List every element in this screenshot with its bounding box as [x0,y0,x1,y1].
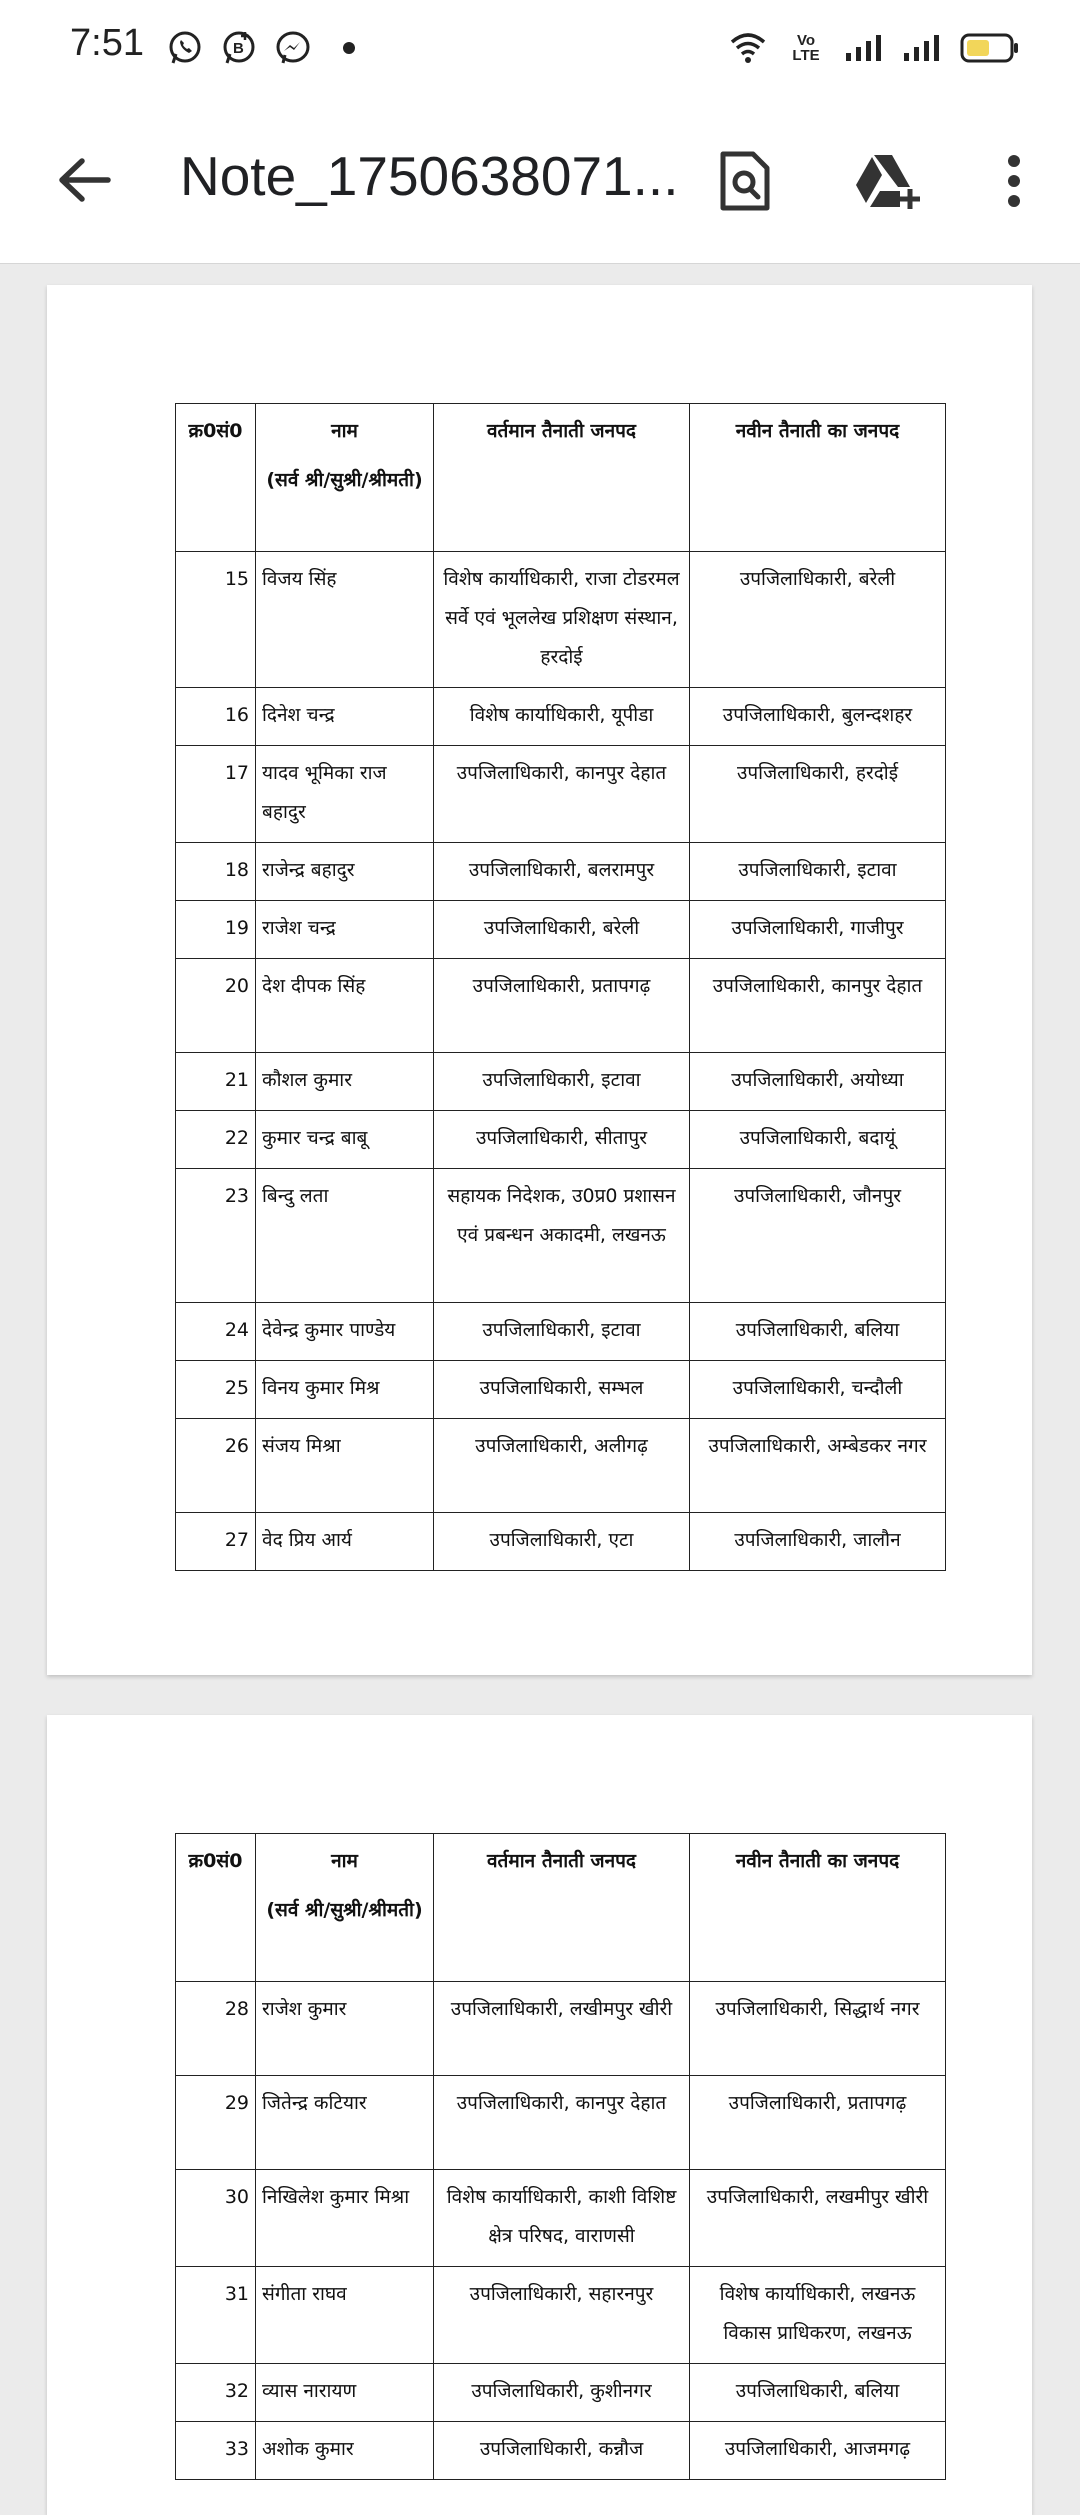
app-bar [0,100,1080,264]
new-posting-cell: उपजिलाधिकारी, आजमगढ़ [690,2422,946,2480]
notification-icons [165,28,355,68]
name-cell: बिन्दु लता [256,1169,434,1303]
current-posting-cell: उपजिलाधिकारी, कुशीनगर [434,2364,690,2422]
name-cell: राजेश चन्द्र [256,901,434,959]
new-posting-cell: उपजिलाधिकारी, चन्दौली [690,1361,946,1419]
document-title: Note_1750638071... [180,145,679,207]
name-cell: निखिलेश कुमार मिश्रा [256,2170,434,2267]
posting-table [175,1833,946,2480]
document-page-1 [47,285,1032,1675]
search-document-icon [719,150,771,212]
current-posting-cell: विशेष कार्याधिकारी, यूपीडा [434,688,690,746]
serial-cell: 24 [176,1303,256,1361]
serial-cell: 17 [176,746,256,843]
current-posting-cell: उपजिलाधिकारी, कन्नौज [434,2422,690,2480]
name-cell: अशोक कुमार [256,2422,434,2480]
name-cell: देवेन्द्र कुमार पाण्डेय [256,1303,434,1361]
table-row [176,843,946,901]
serial-cell: 21 [176,1053,256,1111]
name-cell: विजय सिंह [256,552,434,688]
notification-dot-icon [343,42,355,54]
table-row [176,1513,946,1571]
current-posting-cell: उपजिलाधिकारी, बरेली [434,901,690,959]
table-row [176,1169,946,1303]
status-bar [0,0,1080,100]
signal-1-icon [844,28,884,68]
table-row [176,1982,946,2076]
header-name: नाम (सर्व श्री/सुश्री/श्रीमती) [256,1834,434,1982]
table-row [176,2364,946,2422]
name-cell: यादव भूमिका राज बहादुर [256,746,434,843]
messenger-icon [273,28,313,68]
header-current-posting: वर्तमान तैनाती जनपद [434,1834,690,1982]
posting-table [175,403,946,1571]
header-new-posting: नवीन तैनाती का जनपद [690,404,946,552]
table-header-row [176,404,946,552]
new-posting-cell: उपजिलाधिकारी, इटावा [690,843,946,901]
header-name: नाम (सर्व श्री/सुश्री/श्रीमती) [256,404,434,552]
header-new-posting: नवीन तैनाती का जनपद [690,1834,946,1982]
current-posting-cell: उपजिलाधिकारी, सम्भल [434,1361,690,1419]
serial-cell: 23 [176,1169,256,1303]
table-row [176,552,946,688]
table-row [176,1111,946,1169]
new-posting-cell: उपजिलाधिकारी, लखमीपुर खीरी [690,2170,946,2267]
table-row [176,1053,946,1111]
table-row [176,1361,946,1419]
table-row [176,2422,946,2480]
name-cell: संगीता राघव [256,2267,434,2364]
whatsapp-icon [165,28,205,68]
serial-cell: 19 [176,901,256,959]
drive-add-icon [852,151,924,211]
current-posting-cell: सहायक निदेशक, उ0प्र0 प्रशासन एवं प्रबन्धन अकादमी, लखनऊ [434,1169,690,1303]
table-row [176,2170,946,2267]
new-posting-cell: उपजिलाधिकारी, बरेली [690,552,946,688]
serial-cell: 18 [176,843,256,901]
current-posting-cell: विशेष कार्याधिकारी, काशी विशिष्ट क्षेत्र परिषद, वाराणसी [434,2170,690,2267]
current-posting-cell: उपजिलाधिकारी, इटावा [434,1303,690,1361]
name-cell: दिनेश चन्द्र [256,688,434,746]
back-button[interactable] [52,148,116,212]
system-icons [728,28,1020,68]
serial-cell: 28 [176,1982,256,2076]
new-posting-cell: उपजिलाधिकारी, बलिया [690,1303,946,1361]
serial-cell: 26 [176,1419,256,1513]
table-row [176,1303,946,1361]
table-row [176,901,946,959]
new-posting-cell: उपजिलाधिकारी, सिद्धार्थ नगर [690,1982,946,2076]
serial-cell: 32 [176,2364,256,2422]
serial-cell: 20 [176,959,256,1053]
new-posting-cell: उपजिलाधिकारी, बदायूं [690,1111,946,1169]
current-posting-cell: उपजिलाधिकारी, बलरामपुर [434,843,690,901]
current-posting-cell: उपजिलाधिकारी, सीतापुर [434,1111,690,1169]
document-page-2 [47,1715,1032,2515]
serial-cell: 29 [176,2076,256,2170]
wifi-icon [728,28,768,68]
current-posting-cell: उपजिलाधिकारी, सहारनपुर [434,2267,690,2364]
serial-cell: 16 [176,688,256,746]
new-posting-cell: उपजिलाधिकारी, अम्बेडकर नगर [690,1419,946,1513]
name-cell: कुमार चन्द्र बाबू [256,1111,434,1169]
name-cell: देश दीपक सिंह [256,959,434,1053]
current-posting-cell: उपजिलाधिकारी, इटावा [434,1053,690,1111]
new-posting-cell: उपजिलाधिकारी, अयोध्या [690,1053,946,1111]
serial-cell: 22 [176,1111,256,1169]
name-cell: कौशल कुमार [256,1053,434,1111]
table-row [176,1419,946,1513]
current-posting-cell: उपजिलाधिकारी, लखीमपुर खीरी [434,1982,690,2076]
name-cell: राजेश कुमार [256,1982,434,2076]
new-posting-cell: उपजिलाधिकारी, कानपुर देहात [690,959,946,1053]
table-row [176,2267,946,2364]
header-current-posting: वर्तमान तैनाती जनपद [434,404,690,552]
new-posting-cell: उपजिलाधिकारी, प्रतापगढ़ [690,2076,946,2170]
serial-cell: 15 [176,552,256,688]
serial-cell: 30 [176,2170,256,2267]
more-vert-icon [1004,153,1024,209]
name-cell: जितेन्द्र कटियार [256,2076,434,2170]
search-in-document-button[interactable] [710,146,780,216]
add-to-drive-button[interactable] [848,146,928,216]
new-posting-cell: उपजिलाधिकारी, गाजीपुर [690,901,946,959]
table-row [176,959,946,1053]
name-cell: वेद प्रिय आर्य [256,1513,434,1571]
serial-cell: 31 [176,2267,256,2364]
new-posting-cell: उपजिलाधिकारी, हरदोई [690,746,946,843]
whatsapp-business-icon [219,28,259,68]
new-posting-cell: उपजिलाधिकारी, जालौन [690,1513,946,1571]
name-cell: राजेन्द्र बहादुर [256,843,434,901]
volte-icon: Vo LTE [792,32,820,64]
new-posting-cell: उपजिलाधिकारी, बलिया [690,2364,946,2422]
name-cell: विनय कुमार मिश्र [256,1361,434,1419]
status-time: 7:51 [70,22,144,64]
table-row [176,746,946,843]
table-header-row [176,1834,946,1982]
battery-icon [960,28,1020,68]
svg-text:B: B [233,40,244,57]
signal-2-icon [902,28,942,68]
new-posting-cell: उपजिलाधिकारी, बुलन्दशहर [690,688,946,746]
current-posting-cell: विशेष कार्याधिकारी, राजा टोडरमल सर्वे एवं भूललेख प्रशिक्षण संस्थान, हरदोई [434,552,690,688]
serial-cell: 27 [176,1513,256,1571]
table-row [176,2076,946,2170]
current-posting-cell: उपजिलाधिकारी, एटा [434,1513,690,1571]
serial-cell: 33 [176,2422,256,2480]
back-arrow-icon [56,156,112,204]
new-posting-cell: विशेष कार्याधिकारी, लखनऊ विकास प्राधिकरण, लखनऊ [690,2267,946,2364]
table-row [176,688,946,746]
name-cell: संजय मिश्रा [256,1419,434,1513]
serial-cell: 25 [176,1361,256,1419]
current-posting-cell: उपजिलाधिकारी, प्रतापगढ़ [434,959,690,1053]
current-posting-cell: उपजिलाधिकारी, कानपुर देहात [434,2076,690,2170]
header-serial: क्र0सं0 [176,404,256,552]
more-options-button[interactable] [990,146,1038,216]
name-cell: व्यास नारायण [256,2364,434,2422]
current-posting-cell: उपजिलाधिकारी, अलीगढ़ [434,1419,690,1513]
new-posting-cell: उपजिलाधिकारी, जौनपुर [690,1169,946,1303]
current-posting-cell: उपजिलाधिकारी, कानपुर देहात [434,746,690,843]
header-serial: क्र0सं0 [176,1834,256,1982]
